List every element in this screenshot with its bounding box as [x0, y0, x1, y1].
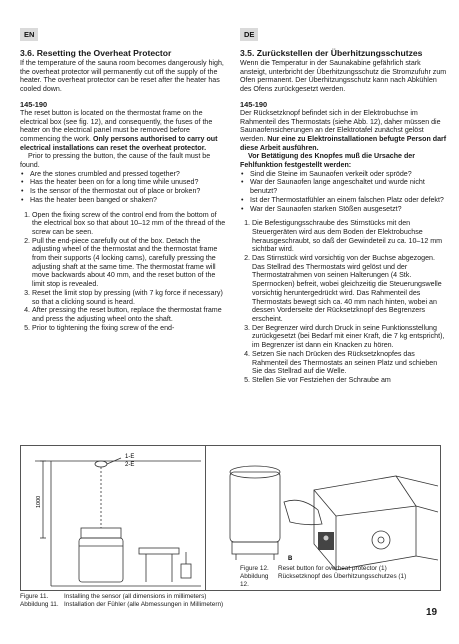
reset-button-text-en: The reset button is located on the thermostat frame on the electrical box (see fig. 12), and consequently, the fuses of the heater on the electrical panel must be removed before commencing the work.	[20, 108, 213, 143]
find-cause-paragraph-en: Prior to pressing the button, the cause of the fault must be found.	[20, 152, 211, 170]
adjusting-wheel	[372, 531, 390, 549]
list-item: 2. Pull the end-piece carefully out of the box. Detach the adjusting wheel of the thermostat and the thermostat frame from their supports (4 locking cams), carefully pressing the adjusting shaft at the same time. The thermostat frame will move backwards about 40 mm, and the reset button of the limit stop is revealed.	[32, 237, 228, 289]
list-item: • Has the heater been banged or shaken?	[30, 196, 228, 205]
figure-11-number-en: Figure 11.	[20, 593, 49, 600]
english-column	[20, 24, 228, 332]
reset-button-area	[318, 532, 334, 550]
figure-12-caption	[240, 565, 406, 589]
find-cause-paragraph-de	[240, 152, 448, 169]
figure-11-text-de: Installation der Fühler (alle Abmessungen in Millimetern)	[64, 601, 224, 608]
section-title-de: 3.5. Zurückstellen der Überhitzungsschutzes	[240, 48, 423, 58]
fault-checklist-de	[240, 170, 448, 214]
figure-12-text-de: Rücksetzknopf des Überhitzungsschutzes (1)	[278, 573, 407, 580]
label-2e: 2-E	[125, 462, 135, 468]
list-item: 4. Setzen Sie nach Drücken des Rücksetzknopfes das Rahmenteil des Thermostats an seinen Platz und schieben Sie das Stellrad auf die Welle.	[252, 350, 448, 376]
reset-button-text-de: Der Rücksetzknopf befindet sich in der Elektrobuchse im Rahmenteil des Thermostats (siehe Abb. 12), daher müssen die Saunaofensicherungen an der Elektrotafel zunächst gelöst werden.	[240, 108, 441, 143]
list-item: • Ist der Thermostatfühler an einem falschen Platz oder defekt?	[250, 196, 448, 205]
figure-11-number-de: Abbildung 11.	[20, 601, 59, 608]
reset-steps-en	[20, 211, 228, 333]
german-column	[240, 24, 448, 385]
list-item: 3. Der Begrenzer wird durch Druck in seine Funktionsstellung zurückgesetzt (bei Bedarf mit einer Kraft, die 7 kg entspricht), im Begrenzer ist dann ein Knacken zu hören.	[252, 324, 448, 350]
authorised-warning-en: Only persons authorised to carry out electrical installations can reset the overheat protector.	[20, 134, 218, 152]
authorised-warning-de: Nur eine zu Elektroinstallationen befugte Person darf diese Arbeit ausführen.	[240, 134, 447, 152]
label-1e: 1-E	[125, 454, 135, 460]
list-item: • War der Saunaofen lange angeschaltet und wurde nicht benutzt?	[250, 178, 448, 195]
list-item: 5. Stellen Sie vor Festziehen der Schraube am	[252, 376, 448, 385]
intro-paragraph-en: If the temperature of the sauna room becomes dangerously high, the overheat protector will permanently cut off the supply of the heater. The overheat protector can be reset after the heater has cooled down.	[20, 59, 224, 94]
list-item: • Are the stones crumbled and pressed together?	[30, 170, 228, 179]
electrical-box	[232, 542, 278, 554]
figure-11-caption	[20, 593, 223, 609]
list-item: 2. Das Stirnstück wird vorsichtig von der Buchse abgezogen. Das Stellrad des Thermostats wird gelöst und der Thermostatrahmen von seinen Halterungen (4 Stk. Sperrnocken) befreit, wobei gleichzeitig die Steuerungswelle vorsichtig heruntergedrückt wird. Das Rahmenteil des Thermostats bewegt sich ca. 40 mm nach hinten, wobei an dessen Vorderseite der Rücksetzknopf des Begrenzers erscheint.	[252, 254, 448, 324]
list-item: 4. After pressing the reset button, replace the thermostat frame and press the adjusting wheel onto the shaft.	[32, 306, 228, 323]
intro-paragraph-de: Wenn die Temperatur in der Saunakabine gefährlich stark ansteigt, unterbricht der Überhitzungsschutz die Stromzufuhr zum Ofen permanent. Der Überhitzungsschutz kann nach Abkühlen des Ofens zurückgesetzt werden.	[240, 59, 447, 94]
page-number: 19	[426, 607, 438, 618]
marker-b: B	[288, 556, 293, 562]
heater-body	[79, 538, 123, 582]
list-item: 1. Open the fixing screw of the control end from the bottom of the electrical box so that about 10–12 mm of the thread of the screw can be seen.	[32, 211, 228, 237]
model-code-en: 145-190	[20, 99, 48, 109]
figure-11-sensor-installation	[21, 446, 205, 591]
list-item: 3. Reset the limit stop by pressing (with 7 kg force if necessary) so that a clicking sound is heard.	[32, 289, 228, 306]
reset-button-paragraph-de	[240, 109, 448, 153]
list-item: • War der Saunaofen starken Stößen ausgesetzt?	[250, 205, 448, 214]
language-tag-de: DE	[240, 28, 258, 41]
reset-button-paragraph-en	[20, 109, 228, 153]
section-title-en: 3.6. Resetting the Overheat Protector	[20, 48, 172, 58]
thermostat-frame	[314, 476, 416, 570]
fault-checklist-en	[20, 170, 228, 205]
list-item: • Is the sensor of the thermostat out of place or broken?	[30, 187, 228, 196]
figure-12-text-en: Reset button for overheat protector (1)	[278, 565, 387, 572]
list-item: • Has the heater been on for a long time while unused?	[30, 178, 228, 187]
list-item: • Sind die Steine im Saunaofen verkeilt oder spröde?	[250, 170, 448, 179]
list-item: 5. Prior to tightening the fixing screw of the end-	[32, 324, 228, 333]
list-item: 1. Die Befestigungsschraube des Stirnstücks mit den Steuergeräten wird aus dem Boden der Elektrobuchse herausgeschraubt, so daß der Gewindeteil zu ca. 10–12 mm sichtbar wird.	[252, 219, 448, 254]
figure-12-number-en: Figure 12.	[240, 565, 269, 572]
figure-11-text-en: Installing the sensor (all dimensions in millimeters)	[64, 593, 207, 600]
heater-outline	[230, 472, 280, 542]
dimension-label: 1000	[36, 495, 42, 508]
language-tag-en: EN	[20, 28, 38, 41]
sensor-ellipse	[95, 461, 107, 467]
find-cause-text-de: Vor Betätigung des Knopfes muß die Ursache der Fehlfunktion festgestellt werden:	[240, 152, 415, 170]
heater-stones	[81, 528, 121, 538]
hand-shape	[284, 500, 322, 524]
model-code-de: 145-190	[240, 99, 268, 109]
figure-12-number-de: Abbildung 12.	[240, 573, 269, 588]
reset-steps-de	[240, 219, 448, 384]
